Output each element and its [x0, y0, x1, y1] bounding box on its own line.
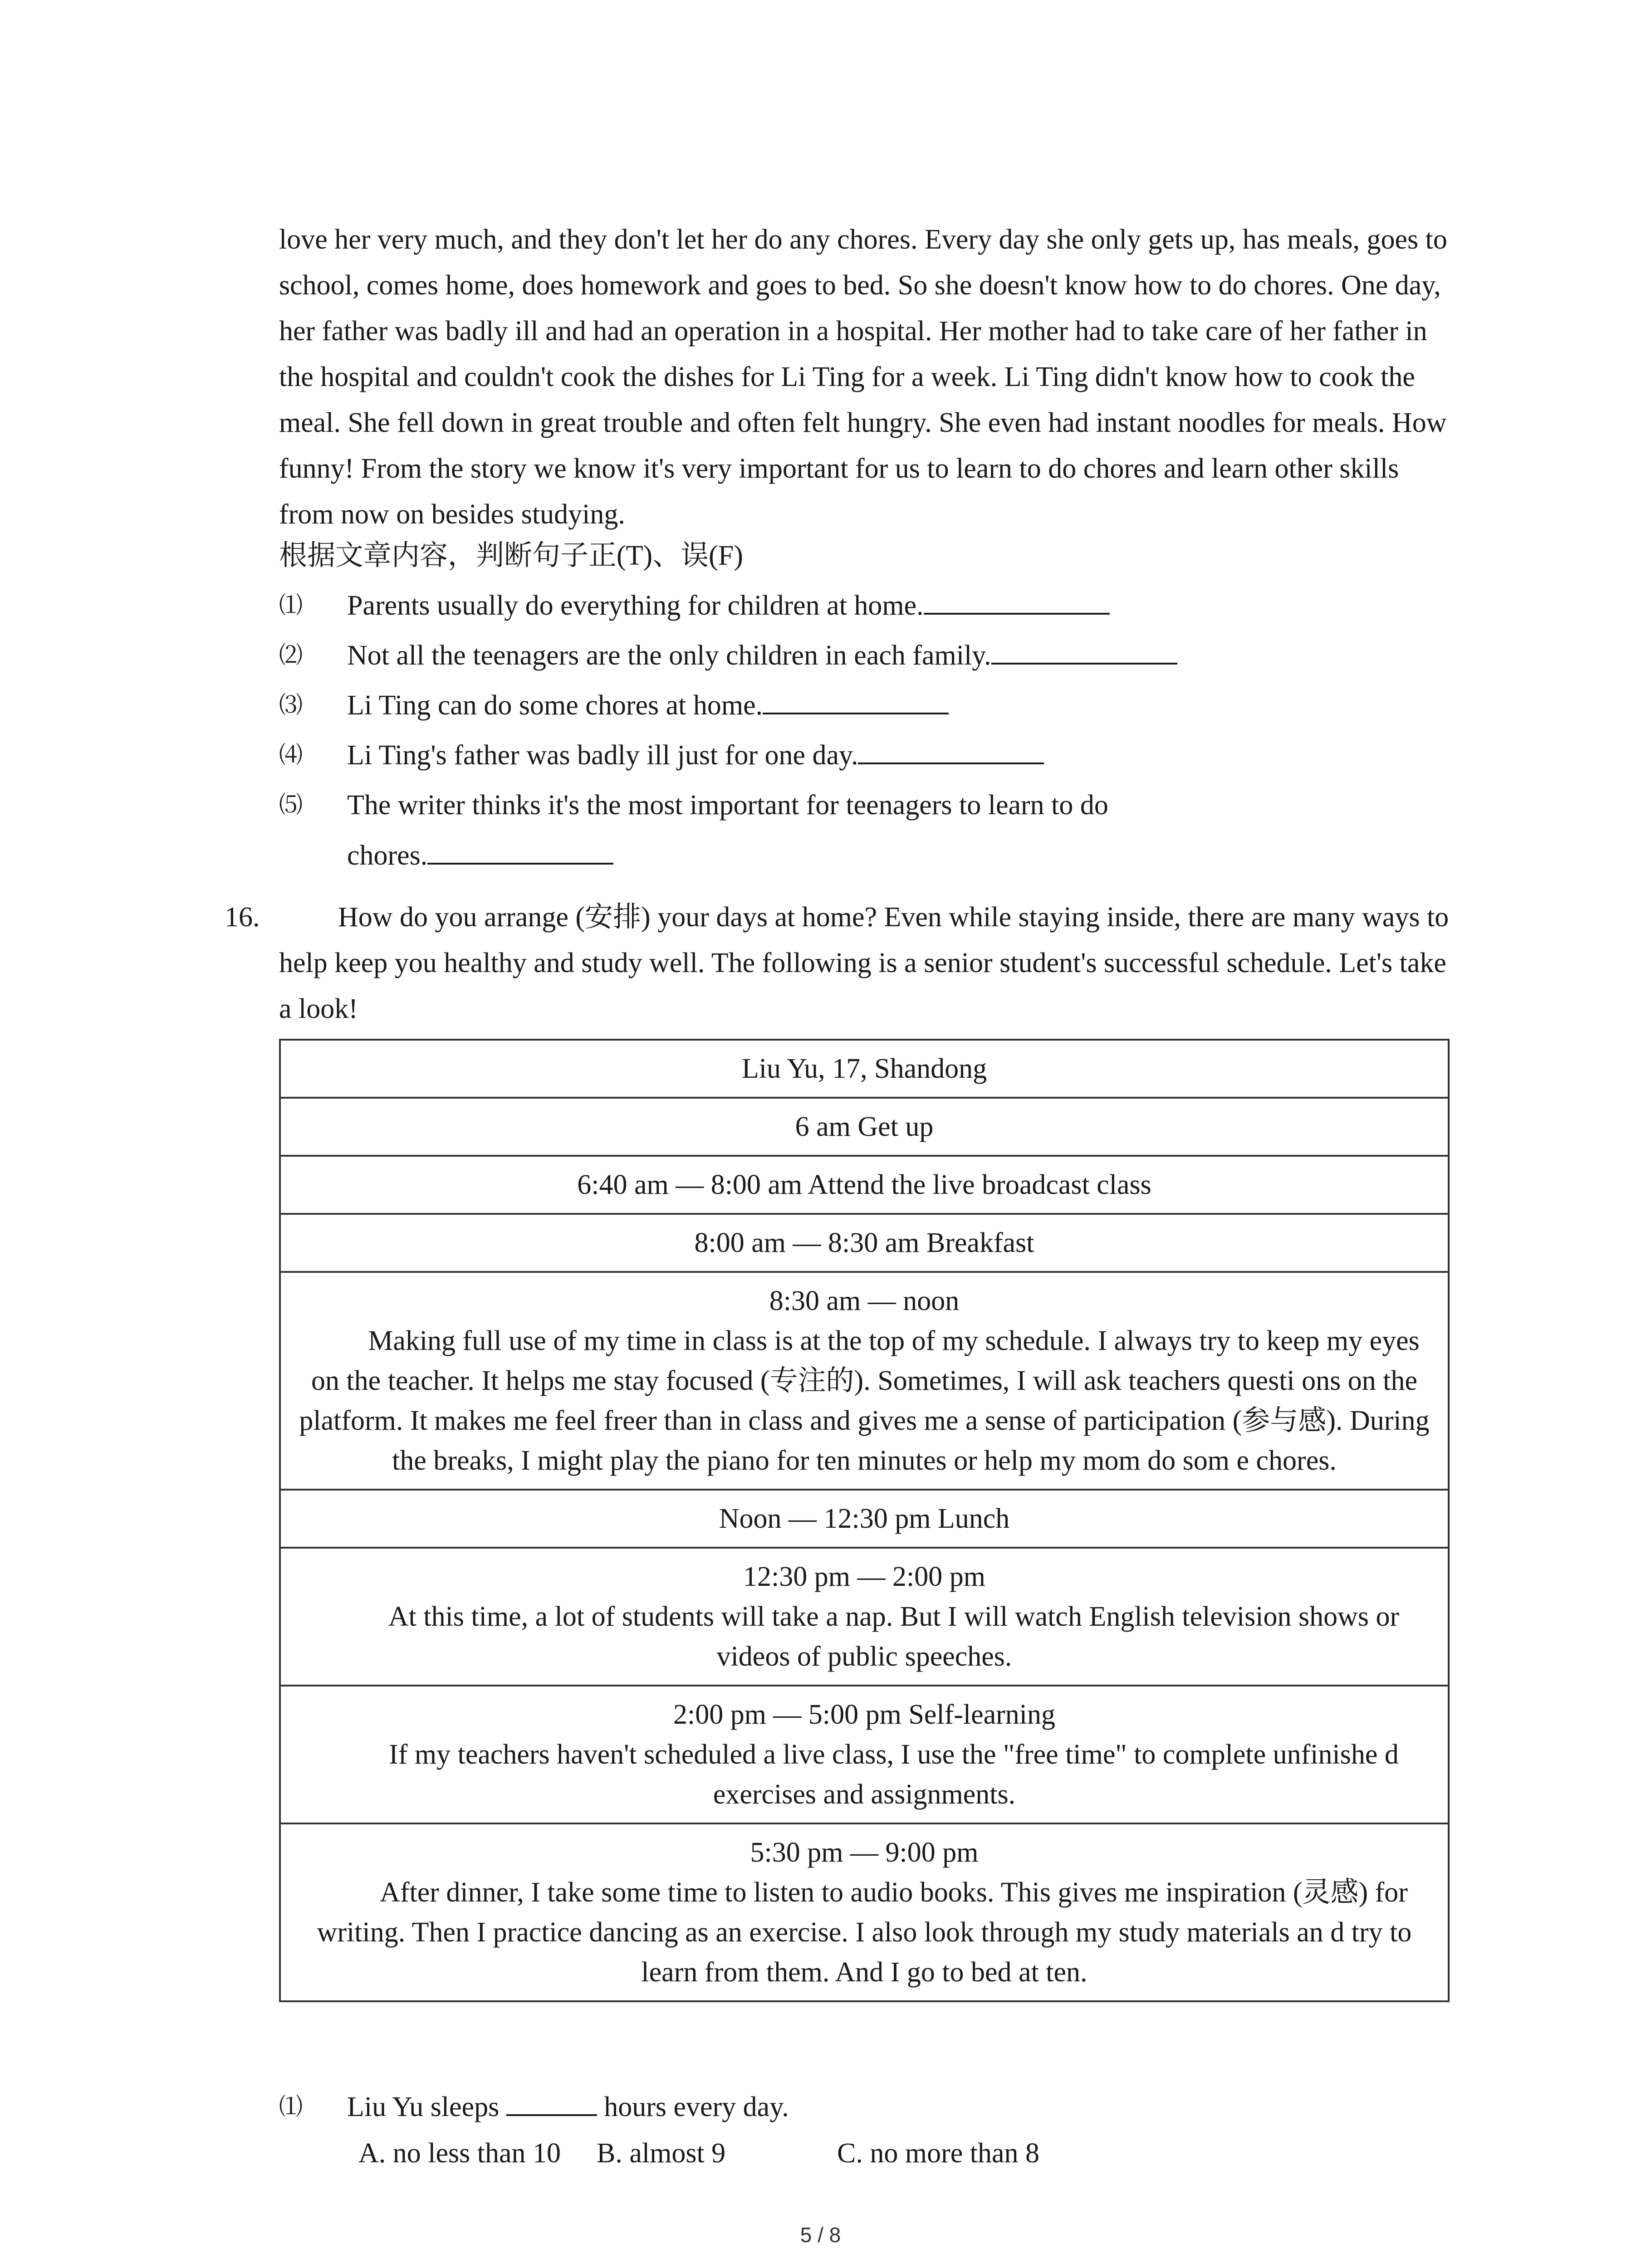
schedule-description: After dinner, I take some time to listen to audio books. This gives me inspiration (灵感) for writing. Then I practice dancing as an exercise. I also look through my study materials an d try to learn from them. And I go to bed at ten.	[317, 1877, 1412, 1988]
schedule-description: At this time, a lot of students will take a nap. But I will watch English television shows or videos of public speeches.	[388, 1601, 1400, 1672]
schedule-time: 6:40 am — 8:00 am Attend the live broadcast class	[577, 1169, 1151, 1200]
question-text: Li Ting can do some chores at home.	[347, 690, 763, 721]
schedule-row	[280, 1686, 1449, 1823]
answer-blank[interactable]	[858, 734, 1044, 764]
question-number: ⑴	[279, 2094, 303, 2120]
option-b[interactable]: B. almost 9	[597, 2138, 726, 2169]
schedule-row	[280, 1098, 1449, 1156]
schedule-time: 2:00 pm — 5:00 pm Self-learning	[673, 1699, 1056, 1730]
schedule-time: 6 am Get up	[795, 1111, 934, 1142]
schedule-time: 8:30 am — noon	[769, 1286, 960, 1316]
question-text: Liu Yu sleeps	[347, 2092, 500, 2122]
schedule-row	[280, 1548, 1449, 1686]
answer-options	[358, 2131, 1039, 2176]
question-text: Parents usually do everything for children at home.	[347, 590, 924, 621]
question-16-number: 16.	[225, 902, 260, 933]
answer-blank[interactable]	[763, 684, 949, 714]
page-number: 5 / 8	[800, 2223, 841, 2247]
schedule-row	[280, 1490, 1449, 1548]
schedule-description: If my teachers haven't scheduled a live class, I use the "free time" to complete unfinishe d exercises and assignments.	[389, 1739, 1399, 1810]
question-number: ⑶	[279, 693, 303, 719]
schedule-time: Noon — 12:30 pm Lunch	[719, 1503, 1010, 1534]
question-text: Not all the teenagers are the only children in each family.	[347, 640, 991, 671]
question-text-continued: chores.	[347, 840, 428, 871]
passage-text: love her very much, and they don't let her do any chores. Every day she only gets up, has meals, goes to school, comes home, does homework and goes to bed. So she doesn't know how to do chores. One day, her father was badly ill and had an operation in a hospital. Her mother had to take care of her father in the hospital and couldn't cook the dishes for Li Ting for a week. Li Ting didn't know how to cook the meal. She fell down in great trouble and often felt hungry. She even had instant noodles for meals. How funny! From the story we know it's very important for us to learn to do chores and learn other skills from now on besides studying.	[279, 224, 1447, 530]
schedule-time: 5:30 pm — 9:00 pm	[750, 1837, 979, 1868]
question-number: ⑷	[279, 743, 303, 768]
answer-blank[interactable]	[506, 2086, 597, 2116]
schedule-row	[280, 1823, 1449, 2001]
question-text: Li Ting's father was badly ill just for one day.	[347, 740, 858, 771]
option-c[interactable]: C. no more than 8	[837, 2138, 1039, 2169]
schedule-time: 12:30 pm — 2:00 pm	[743, 1561, 985, 1592]
schedule-table	[279, 1039, 1450, 2002]
question-16-intro: How do you arrange (安排) your days at home? Even while staying inside, there are many ways to help keep you healthy and study well. The following is a senior student's successful schedule. Let's take a look!	[279, 902, 1449, 1024]
instruction: 根据文章内容，判断句子正(T)、误(F)	[279, 540, 743, 571]
schedule-row	[280, 1272, 1449, 1490]
schedule-row	[280, 1040, 1449, 1098]
question-text-after: hours every day.	[604, 2092, 789, 2122]
question-number: ⑵	[279, 643, 303, 669]
schedule-description: Making full use of my time in class is at the top of my schedule. I always try to keep my eyes on the teacher. It helps me stay focused (专注的). Sometimes, I will ask teachers questi ons on the platform. It makes me feel freer than in class and gives me a sense of participation (参与感). During the breaks, I might play the piano for ten minutes or help my mom do som e chores.	[299, 1325, 1430, 1476]
schedule-time: 8:00 am — 8:30 am Breakfast	[694, 1227, 1034, 1258]
schedule-row	[280, 1214, 1449, 1272]
answer-blank[interactable]	[991, 635, 1177, 665]
answer-blank[interactable]	[427, 835, 613, 865]
question-text: The writer thinks it's the most important for teenagers to learn to do	[347, 790, 1108, 821]
schedule-time: Liu Yu, 17, Shandong	[741, 1053, 987, 1084]
schedule-row	[280, 1156, 1449, 1214]
question-number: ⑸	[279, 792, 303, 818]
answer-blank[interactable]	[924, 585, 1110, 615]
option-a[interactable]: A. no less than 10	[358, 2138, 561, 2169]
question-number: ⑴	[279, 593, 303, 619]
